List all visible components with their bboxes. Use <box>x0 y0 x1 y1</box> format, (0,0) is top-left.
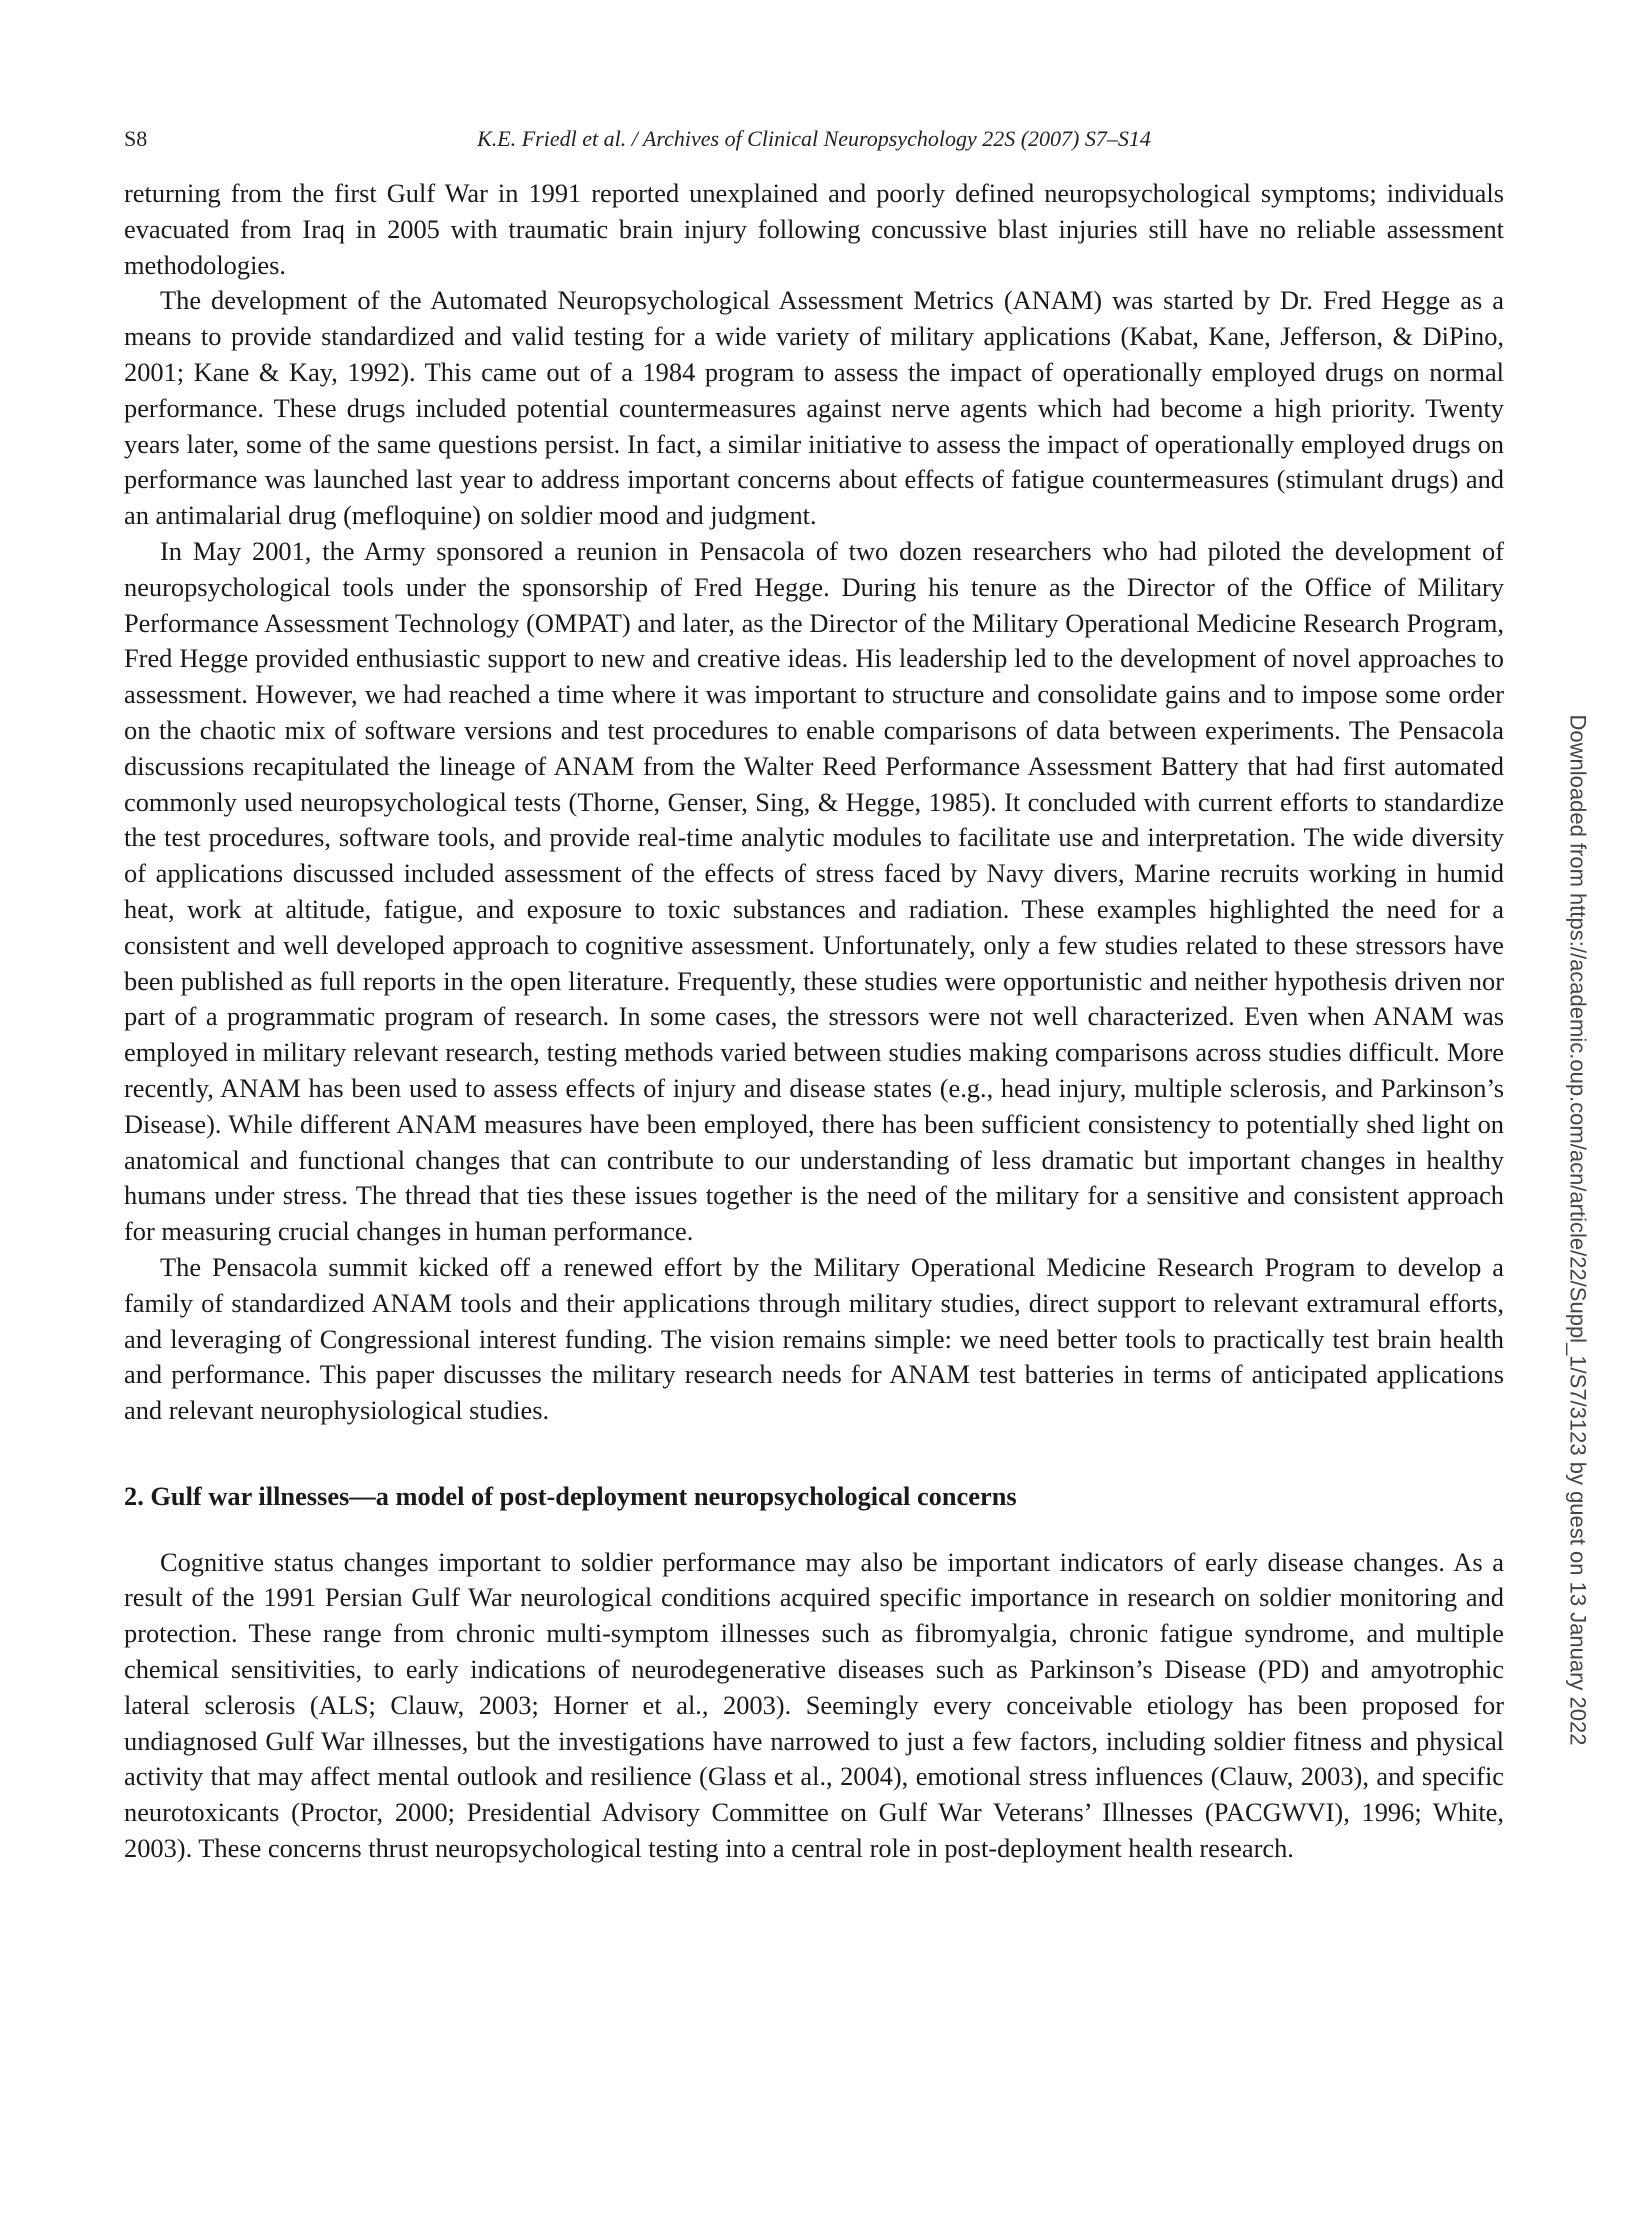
paragraph-pensacola-summit: The Pensacola summit kicked off a renewed effort by the Military Operational Medicine Research Program to develop a family of standardized ANAM tools and their applications through military studies, direct support to relevant extramural efforts, and leveraging of Congressional interest funding. The vision remains simple: we need better tools to practically test brain health and performance. This paper discusses the military research needs for ANAM test batteries in terms of anticipated applications and relevant neurophysiological studies. <box>124 1251 1504 1426</box>
paragraph-gulf-war-illnesses: Cognitive status changes important to soldier performance may also be important indicators of early disease changes. As a result of the 1991 Persian Gulf War neurological conditions acquired specific importance in research on soldier monitoring and protection. These range from chronic multi-symptom illnesses such as fibromyalgia, chronic fatigue syndrome, and multiple chemical sensitivities, to early indications of neurodegenerative diseases such as Parkinson’s Disease (PD) and amyotrophic lateral sclerosis (ALS; Clauw, 2003; Horner et al., 2003). Seemingly every conceivable etiology has been proposed for undiagnosed Gulf War illnesses, but the investigations have narrowed to just a few factors, including soldier fitness and physical activity that may affect mental outlook and resilience (Glass et al., 2004), emotional stress influences (Clauw, 2003), and specific neurotoxicants (Proctor, 2000; Presidential Advisory Committee on Gulf War Veterans’ Illnesses (PACGWVI), 1996; White, 2003). These concerns thrust neuropsychological testing into a central role in post-deployment health research. <box>124 1546 1504 1864</box>
page-number: S8 <box>124 126 148 151</box>
download-watermark <box>1557 600 1597 1860</box>
watermark-text: Downloaded from https://academic.oup.com/acn/article/22/Suppl_1/S7/3123 by guest on 13 January 2022 <box>1565 714 1591 1746</box>
running-title: K.E. Friedl et al. / Archives of Clinical Neuropsychology 22S (2007) S7–S14 <box>477 126 1151 151</box>
section-heading: 2. Gulf war illnesses—a model of post-deployment neuropsychological concerns <box>124 1480 1017 1511</box>
paragraph-anam-development: The development of the Automated Neuropsychological Assessment Metrics (ANAM) was started by Dr. Fred Hegge as a means to provide standardized and valid testing for a wide variety of military applications (Kabat, Kane, Jefferson, & DiPino, 2001; Kane & Kay, 1992). This came out of a 1984 program to assess the impact of operationally employed drugs on normal performance. These drugs included potential countermeasures against nerve agents which had become a high priority. Twenty years later, some of the same questions persist. In fact, a similar initiative to assess the impact of operationally employed drugs on performance was launched last year to address important concerns about effects of fatigue countermeasures (stimulant drugs) and an antimalarial drug (mefloquine) on soldier mood and judgment. <box>124 285 1504 531</box>
paragraph-pensacola-reunion: In May 2001, the Army sponsored a reunion in Pensacola of two dozen researchers who had piloted the development of neuropsychological tools under the sponsorship of Fred Hegge. During his tenure as the Director of the Office of Military Performance Assessment Technology (OMPAT) and later, as the Director of the Military Operational Medicine Research Program, Fred Hegge provided enthusiastic support to new and creative ideas. His leadership led to the development of novel approaches to assessment. However, we had reached a time where it was important to structure and consolidate gains and to impose some order on the chaotic mix of software versions and test procedures to enable comparisons of data between experiments. The Pensacola discussions recapitulated the lineage of ANAM from the Walter Reed Performance Assessment Battery that had first automated commonly used neuropsychological tests (Thorne, Genser, Sing, & Hegge, 1985). It concluded with current efforts to standardize the test procedures, software tools, and provide real-time analytic modules to facilitate use and interpretation. The wide diversity of applications discussed included assessment of the effects of stress faced by Navy divers, Marine recruits working in humid heat, work at altitude, fatigue, and exposure to toxic substances and radiation. These examples highlighted the need for a consistent and well developed approach to cognitive assessment. Unfortunately, only a few studies related to these stressors have been published as full reports in the open literature. Frequently, these studies were opportunistic and neither hypothesis driven nor part of a programmatic program of research. In some cases, the stressors were not well characterized. Even when ANAM was employed in military relevant research, testing methods varied between studies making comparisons across studies difficult. More recently, ANAM has been used to assess effects of injury and disease states (e.g., head injury, multiple sclerosis, and Parkinson’s Disease). While different ANAM measures have been employed, there has been sufficient consistency to potentially shed light on anatomical and functional changes that can contribute to our understanding of less dramatic but important changes in healthy humans under stress. The thread that ties these issues together is the need of the military for a sensitive and consistent approach for measuring crucial changes in human performance. <box>124 535 1504 1247</box>
article-body <box>124 176 1504 1867</box>
paragraph-continuation: returning from the first Gulf War in 1991 reported unexplained and poorly defined neuropsychological symptoms; individuals evacuated from Iraq in 2005 with traumatic brain injury following concussive blast injuries still have no reliable assessment methodologies. <box>124 178 1504 280</box>
running-header <box>124 126 1504 160</box>
